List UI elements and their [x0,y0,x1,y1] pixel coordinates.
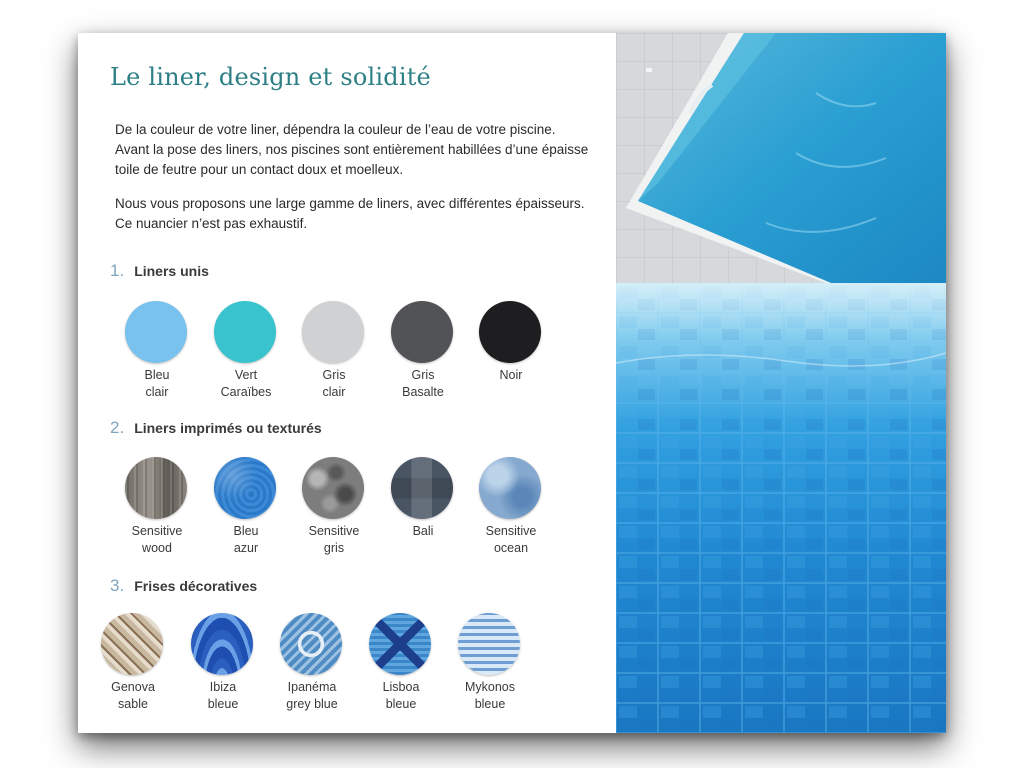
swatch-label-line2: bleue [385,697,417,711]
section-label: Liners imprimés ou texturés [134,420,322,436]
swatch-label [262,679,362,713]
swatch-label [461,523,561,557]
color-swatch-circle [302,301,364,363]
swatch-label-line2: wood [142,541,172,555]
content-column [78,33,616,733]
texture-swatch-circle [302,457,364,519]
swatch-label [440,679,540,713]
texture-swatch-circle [458,613,520,675]
texture-swatch-circle [191,613,253,675]
swatch-gris-basalte[interactable] [373,301,473,411]
swatch-label [351,679,451,713]
swatch-label [107,523,207,557]
swatch-label [196,523,296,557]
swatch-label-line2: bleue [207,697,239,711]
swatch-noir[interactable] [461,301,561,411]
color-swatch-circle [214,301,276,363]
swatch-label-line1: Mykonos [464,680,516,694]
swatch-label [461,367,561,384]
pool-tiles-illustration [616,283,946,733]
swatch-label-line1: Sensitive [485,524,537,538]
swatch-label-line2: sable [118,697,148,711]
swatch-label [83,679,183,713]
swatch-label [373,523,473,540]
page-title: Le liner, design et solidité [110,63,431,91]
swatch-label-line1: Gris [322,368,346,382]
intro-paragraph-1: De la couleur de votre liner, dépendra la couleur de l’eau de votre piscine. Avant la pose des liners, nos piscines sont entièrement habillées d’une épaisse toile de feutre pour un contact doux et moelleux. [115,122,589,177]
color-swatch-circle [125,301,187,363]
texture-swatch-circle [125,457,187,519]
swatch-sensitive-gris[interactable] [284,457,384,567]
swatch-label [196,367,296,401]
texture-swatch-circle [214,457,276,519]
swatch-label-line1: Sensitive [131,524,183,538]
swatch-label-line2: clair [322,385,346,399]
swatch-label-line1: Gris [411,368,435,382]
swatch-label-line1: Sensitive [308,524,360,538]
swatch-gris-clair[interactable] [284,301,384,411]
swatch-row-unis [78,301,616,421]
swatch-label [284,523,384,557]
texture-swatch-circle [280,613,342,675]
swatch-label-line2: grey blue [286,697,338,711]
swatch-label-line1: Ipanéma [287,680,337,694]
color-swatch-circle [479,301,541,363]
swatch-ibiza-bleue[interactable] [173,613,273,723]
texture-swatch-circle [479,457,541,519]
swatch-label-line1: Genova [111,680,155,694]
color-swatch-circle [391,301,453,363]
swatch-ipanema-grey-blue[interactable] [262,613,362,723]
swatch-label [173,679,273,713]
swatch-label [107,367,207,401]
section-label: Frises décoratives [134,578,258,594]
swatch-label-line2: gris [323,541,345,555]
swatch-label-line2: bleue [474,697,506,711]
section-title-liners-imprimes [110,418,322,438]
swatch-label-line2: azur [233,541,259,555]
pool-corner-photo [616,33,946,283]
section-title-liners-unis [110,261,209,281]
section-title-frises [110,576,257,596]
swatch-label-line1: Bali [412,524,434,538]
pool-water-tiles-photo [616,283,946,733]
texture-swatch-circle [369,613,431,675]
swatch-vert-caraibes[interactable] [196,301,296,411]
swatch-mykonos-bleue[interactable] [440,613,540,723]
swatch-row-frises [78,613,616,733]
swatch-label-line1: Noir [499,368,523,382]
swatch-label-line2: clair [145,385,169,399]
photo-column [616,33,946,733]
swatch-genova-sable[interactable] [83,613,183,723]
swatch-label [284,367,384,401]
swatch-label-line1: Lisboa [382,680,420,694]
swatch-label-line1: Ibiza [209,680,237,694]
swatch-label [373,367,473,401]
swatch-label-line1: Vert [234,368,258,382]
swatch-row-imprimes [78,457,616,577]
section-number: 3. [110,576,125,595]
brochure-page [78,33,946,733]
swatch-sensitive-ocean[interactable] [461,457,561,567]
swatch-label-line2: Caraïbes [220,385,272,399]
intro-paragraph-2: Nous vous proposons une large gamme de liners, avec différentes épaisseurs. Ce nuancier n’est pas exhaustif. [115,196,585,231]
swatch-lisboa-bleue[interactable] [351,613,451,723]
section-number: 2. [110,418,125,437]
texture-swatch-circle [391,457,453,519]
pool-corner-illustration [616,33,946,283]
swatch-label-line1: Bleu [233,524,259,538]
swatch-bali[interactable] [373,457,473,567]
swatch-label-line2: Basalte [402,385,444,399]
swatch-label-line1: Bleu [144,368,170,382]
section-label: Liners unis [134,263,209,279]
swatch-bleu-azur[interactable] [196,457,296,567]
swatch-bleu-clair[interactable] [107,301,207,411]
texture-swatch-circle [101,613,163,675]
swatch-sensitive-wood[interactable] [107,457,207,567]
swatch-label-line2: ocean [493,541,529,555]
section-number: 1. [110,261,125,280]
